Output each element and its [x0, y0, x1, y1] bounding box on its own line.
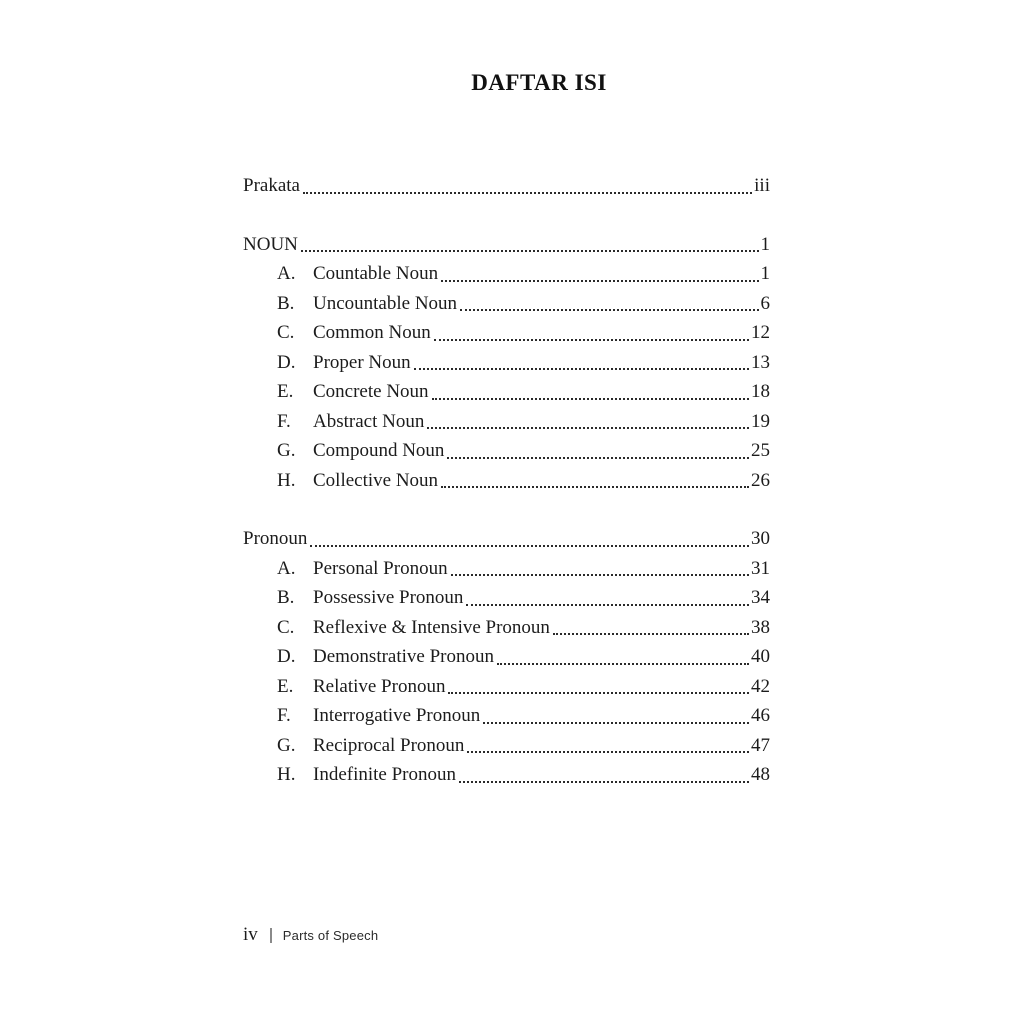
toc-subentry [243, 583, 770, 613]
dot-leader [310, 545, 749, 547]
toc-subentry-page: 38 [751, 616, 770, 638]
toc-subentry-letter: B. [277, 292, 295, 314]
dot-leader [466, 604, 749, 606]
toc-subentry [243, 760, 770, 790]
toc-subentry [243, 436, 770, 466]
toc-subentry-page: 13 [751, 351, 770, 373]
toc-subentry-label: Indefinite Pronoun [313, 764, 457, 785]
toc-subentry-letter: E. [277, 675, 294, 697]
toc-subentry [243, 289, 770, 319]
toc-subentry-letter: H. [277, 764, 296, 785]
toc-entry-page: 30 [751, 528, 770, 549]
toc-subentry-label: Collective Noun [313, 469, 439, 491]
footer-separator-bar [270, 928, 272, 943]
toc-subentry-label: Possessive Pronoun [313, 587, 464, 608]
toc-subentry-letter: H. [277, 469, 296, 491]
toc-subentry-label: Countable Noun [313, 263, 439, 284]
toc-subentry-letter: C. [277, 322, 295, 343]
toc-subentry [243, 672, 770, 702]
toc-entry-label: Pronoun [243, 528, 308, 549]
toc-section [243, 230, 770, 496]
toc-subentry-label: Concrete Noun [313, 381, 429, 402]
dot-leader [414, 368, 749, 370]
toc-subentry [243, 318, 770, 348]
dot-leader [441, 280, 758, 282]
dot-leader [301, 250, 759, 252]
toc-subentry-label: Interrogative Pronoun [313, 705, 481, 726]
toc-subentry-page: 31 [751, 557, 770, 579]
toc-subentry-page: 1 [760, 263, 770, 284]
toc-subentry-page: 47 [751, 734, 770, 756]
toc-subentry [243, 377, 770, 407]
toc-subentry [243, 613, 770, 643]
toc-subentry-letter: B. [277, 587, 295, 608]
toc-entry [243, 230, 770, 260]
toc-subentry-page: 34 [751, 587, 770, 608]
toc-subentry [243, 466, 770, 496]
dot-leader [451, 574, 749, 576]
dot-leader [459, 781, 749, 783]
dot-leader [553, 633, 749, 635]
dot-leader [447, 457, 749, 459]
toc-subentry-letter: D. [277, 351, 296, 373]
toc-subentry-letter: G. [277, 440, 296, 461]
page-title: DAFTAR ISI [471, 70, 607, 95]
footer-book-title: Parts of Speech [282, 927, 379, 943]
dot-leader [441, 486, 749, 488]
dot-leader [497, 663, 749, 665]
toc-subentry-letter: E. [277, 381, 294, 402]
toc-subentry-page: 40 [751, 646, 770, 667]
dot-leader [427, 427, 749, 429]
toc-entry [243, 171, 770, 201]
page-footer [243, 924, 378, 946]
footer-page-number: iv [243, 924, 258, 945]
toc-subentry-page: 25 [751, 440, 770, 461]
toc-entry-label: NOUN [243, 233, 298, 255]
toc-subentry-letter: D. [277, 646, 296, 667]
toc-subentry-letter: A. [277, 263, 296, 284]
toc-subentry-letter: C. [277, 616, 295, 638]
toc-subentry-label: Reciprocal Pronoun [313, 734, 465, 756]
toc-subentry-label: Compound Noun [313, 440, 445, 461]
toc-section [243, 171, 770, 201]
toc-subentry-page: 46 [751, 705, 770, 726]
toc-subentry-letter: F. [277, 705, 291, 726]
dot-leader [434, 339, 749, 341]
toc-entry-page: 1 [760, 233, 770, 255]
toc-entry-label: Prakata [243, 175, 300, 196]
toc-subentry-page: 19 [751, 410, 770, 432]
toc-subentry-page: 26 [751, 469, 770, 491]
dot-leader [432, 398, 749, 400]
dot-leader [483, 722, 749, 724]
toc-subentry-label: Abstract Noun [313, 410, 425, 432]
toc-subentry [243, 348, 770, 378]
table-of-contents [243, 171, 770, 819]
toc-subentry-label: Demonstrative Pronoun [313, 646, 495, 667]
toc-subentry [243, 259, 770, 289]
toc-subentry [243, 407, 770, 437]
toc-subentry-page: 12 [751, 322, 770, 343]
toc-subentry-page: 18 [751, 381, 770, 402]
toc-section [243, 524, 770, 790]
toc-subentry [243, 554, 770, 584]
toc-subentry-label: Proper Noun [313, 351, 411, 373]
toc-subentry-label: Relative Pronoun [313, 675, 446, 697]
dot-leader [467, 751, 749, 753]
toc-subentry-letter: F. [277, 410, 291, 432]
toc-entry-page: iii [754, 175, 770, 196]
toc-subentry [243, 731, 770, 761]
toc-section-items [243, 554, 770, 790]
toc-subentry-label: Personal Pronoun [313, 557, 448, 579]
toc-subentry [243, 642, 770, 672]
dot-leader [460, 309, 758, 311]
toc-entry [243, 524, 770, 554]
toc-subentry-label: Reflexive & Intensive Pronoun [313, 616, 550, 638]
toc-subentry-page: 6 [760, 292, 770, 314]
toc-subentry-label: Uncountable Noun [313, 292, 458, 314]
dot-leader [303, 192, 752, 194]
toc-subentry-label: Common Noun [313, 322, 431, 343]
dot-leader [448, 692, 749, 694]
toc-section-items [243, 259, 770, 495]
toc-subentry-page: 48 [751, 764, 770, 785]
toc-subentry-page: 42 [751, 675, 770, 697]
toc-subentry [243, 701, 770, 731]
toc-subentry-letter: A. [277, 557, 296, 579]
toc-subentry-letter: G. [277, 734, 296, 756]
